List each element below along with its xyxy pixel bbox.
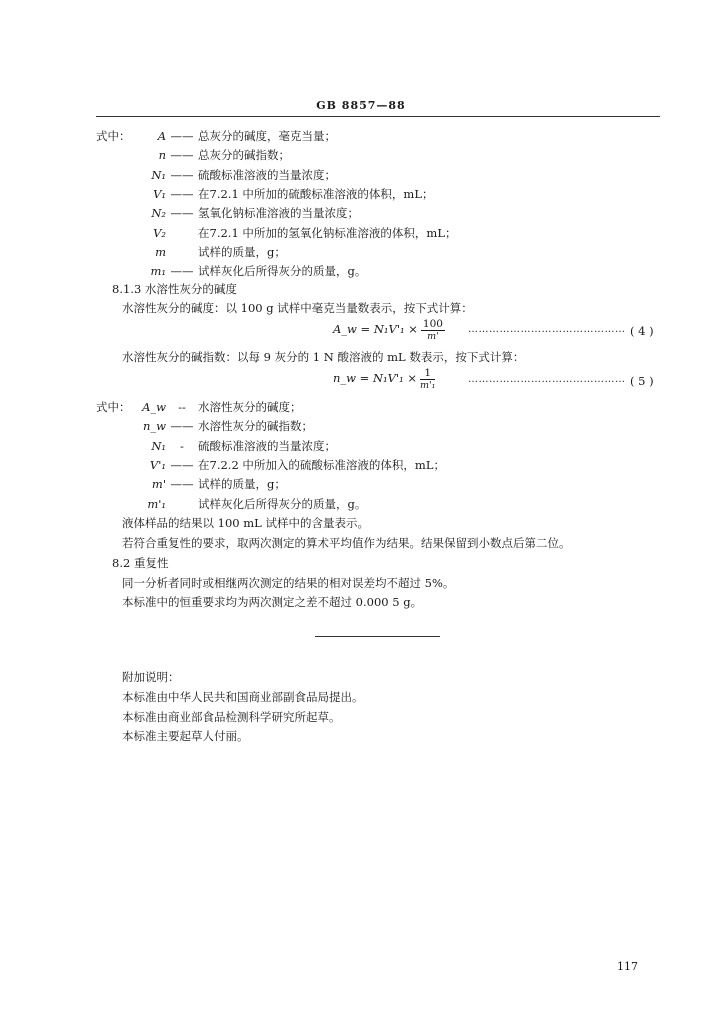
formula-4-number: ( 4 ): [630, 324, 654, 338]
definition-row: [96, 128, 336, 144]
definition-prefix: 式中：: [96, 400, 131, 414]
document-header-code: GB 8857—88: [316, 99, 406, 112]
paragraph-constant-weight: 本标准中的恒重要求均为两次测定之差不超过 0.000 5 g。: [122, 595, 423, 609]
definition-text: 试样的质量，g；: [198, 477, 286, 492]
definition-text: 试样的质量，g；: [198, 244, 286, 259]
formula-4-numerator: 100: [422, 318, 443, 330]
formula-4-denominator: m': [427, 331, 439, 342]
definition-row: [96, 186, 433, 202]
definition-dash: --: [178, 400, 186, 414]
definition-row: [96, 418, 313, 434]
definition-dash: ——: [170, 186, 194, 201]
definition-row: [96, 496, 366, 512]
definition-symbol: m'₁: [147, 496, 166, 511]
definition-text: 在7.2.2 中所加入的硫酸标准溶液的体积，mL；: [198, 457, 445, 472]
paragraph-liquid-samples: 液体样品的结果以 100 mL 试样中的含量表示。: [122, 516, 369, 530]
definition-dash: ——: [170, 264, 194, 279]
definition-prefix: 式中：: [96, 129, 131, 143]
formula-4-leader-dots: ………………………………………: [468, 324, 626, 335]
formula-5: [333, 367, 438, 391]
formula-5-number: ( 5 ): [630, 374, 654, 388]
definition-row: [96, 457, 445, 473]
definition-symbol: N₁: [151, 438, 166, 453]
definition-dash: ——: [170, 129, 194, 143]
formula-5-numerator: 1: [420, 367, 435, 380]
definition-symbol: N₁: [151, 167, 166, 182]
definition-text: 水溶性灰分的碱指数；: [198, 419, 313, 434]
formula-4: [333, 318, 448, 342]
definition-dash: ——: [170, 148, 194, 163]
definition-symbol: m₁: [150, 264, 166, 279]
definition-text: 总灰分的碱指数；: [198, 148, 290, 163]
formula-5-denominator: m'₁: [420, 380, 436, 391]
formula-5-leader-dots: ………………………………………: [468, 374, 626, 385]
paragraph-result-reporting: 若符合重复性的要求，取两次测定的算术平均值作为结果。结果保留到小数点后第二位。: [122, 536, 571, 550]
definition-dash: ——: [170, 457, 194, 472]
definition-text: 氢氧化钠标准溶液的当量浓度；: [198, 206, 359, 221]
definition-symbol: V₂: [153, 225, 166, 240]
appendix-line-1: 本标准由中华人民共和国商业部副食品局提出。: [122, 690, 364, 704]
definition-row: [96, 225, 456, 241]
definition-symbol: V'₁: [149, 457, 166, 472]
section-8-1-3-heading: 8.1.3 水溶性灰分的碱度: [112, 282, 237, 296]
formula-5-lhs: n_w = N₁V'₁ ×: [333, 371, 417, 385]
definition-text: 水溶性灰分的碱度；: [198, 400, 302, 414]
formula-5-fraction: [420, 367, 435, 391]
end-separator-rule: [315, 636, 440, 637]
formula-4-fraction: [421, 318, 445, 342]
definition-text: 试样灰化后所得灰分的质量，g。: [198, 496, 367, 511]
definition-symbol: N₂: [151, 206, 166, 221]
definition-dash: ——: [170, 206, 194, 221]
definition-symbol: A: [157, 129, 166, 143]
definition-dash: ——: [170, 477, 194, 492]
page-number: 117: [617, 960, 638, 973]
definition-symbol: n: [158, 148, 166, 163]
definition-symbol: m': [151, 477, 166, 492]
definition-dash: ——: [170, 167, 194, 182]
header-rule: [96, 116, 660, 117]
definition-symbol: m: [155, 244, 166, 259]
appendix-title: 附加说明：: [122, 670, 180, 684]
definition-row: [96, 263, 366, 279]
definition-text: 在7.2.1 中所加的氢氧化钠标准溶液的体积，mL；: [198, 225, 457, 240]
definition-symbol: A_w: [142, 400, 166, 414]
definition-symbol: V₁: [153, 186, 166, 201]
definition-dash: ——: [170, 419, 194, 434]
appendix-line-3: 本标准主要起草人付丽。: [122, 729, 249, 743]
definition-row: [96, 205, 359, 221]
definition-row: [96, 244, 286, 260]
definition-text: 试样灰化后所得灰分的质量，g。: [198, 264, 367, 279]
definition-row: [96, 476, 286, 492]
paragraph-index-formula-intro: 水溶性灰分的碱指数：以每 9 灰分的 1 N 酸溶液的 mL 数表示，按下式计算：: [122, 350, 525, 364]
definition-row: [96, 167, 336, 183]
formula-4-lhs: A_w = N₁V'₁ ×: [333, 322, 418, 336]
definition-text: 在7.2.1 中所加的硫酸标准溶液的体积，mL；: [198, 186, 434, 201]
definition-row: [96, 399, 302, 415]
definition-text: 硫酸标准溶液的当量浓度；: [198, 167, 336, 182]
definition-dash: -: [180, 438, 184, 453]
paragraph-repeatability: 同一分析者同时或相继两次测定的结果的相对误差均不超过 5%。: [122, 576, 455, 590]
definition-symbol: n_w: [143, 419, 166, 434]
definition-text: 总灰分的碱度，毫克当量；: [198, 129, 336, 143]
paragraph-alkalinity-formula-intro: 水溶性灰分的碱度：以 100 g 试样中毫克当量数表示，按下式计算：: [122, 301, 473, 315]
definition-text: 硫酸标准溶液的当量浓度；: [198, 438, 336, 453]
definition-row: [96, 147, 290, 163]
definition-row: [96, 438, 336, 454]
appendix-line-2: 本标准由商业部食品检测科学研究所起草。: [122, 710, 341, 724]
section-8-2-heading: 8.2 重复性: [112, 556, 169, 570]
